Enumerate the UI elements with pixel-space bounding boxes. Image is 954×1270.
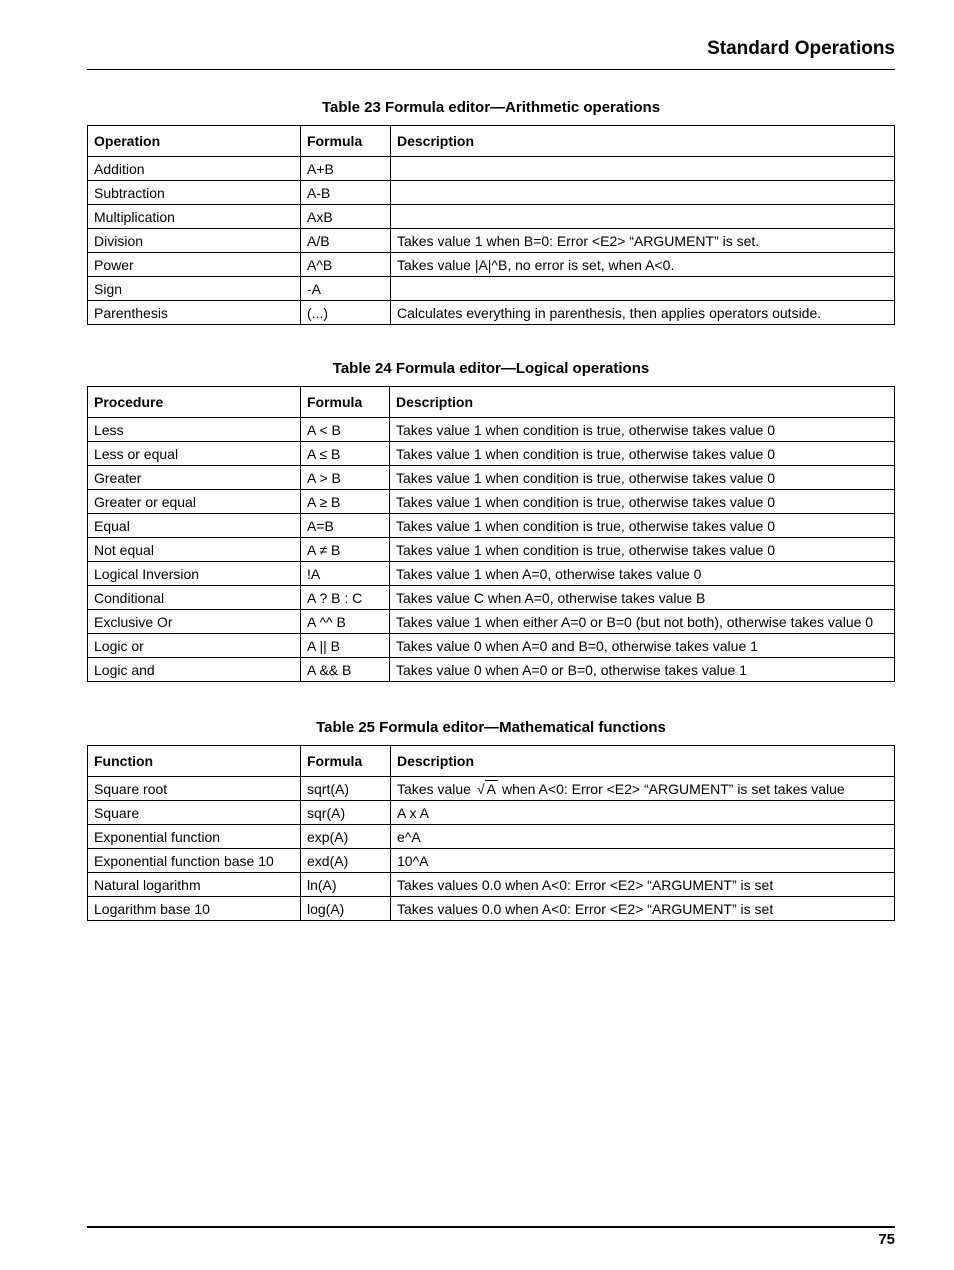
- table-cell: [391, 777, 895, 801]
- table-row: [88, 825, 895, 849]
- column-header: Formula: [301, 746, 391, 777]
- table-cell: log(A): [301, 897, 391, 921]
- logical-operations-table: [87, 386, 895, 682]
- table-cell: 10^A: [391, 849, 895, 873]
- table-row: [88, 849, 895, 873]
- table-row: [88, 777, 895, 801]
- table-row: [88, 538, 895, 562]
- table-row: [88, 205, 895, 229]
- table-cell: sqr(A): [301, 801, 391, 825]
- column-header: Operation: [88, 126, 301, 157]
- table-cell: Square root: [88, 777, 301, 801]
- table-row: [88, 301, 895, 325]
- table-cell: Logic or: [88, 634, 301, 658]
- table-row: [88, 490, 895, 514]
- table-cell: A ^^ B: [301, 610, 390, 634]
- table-cell: [391, 181, 895, 205]
- table-cell: A && B: [301, 658, 390, 682]
- page-header: [87, 0, 895, 70]
- table-body: [88, 418, 895, 682]
- table-cell: A+B: [301, 157, 391, 181]
- table-cell: A > B: [301, 466, 390, 490]
- table-cell: Square: [88, 801, 301, 825]
- table-cell: Power: [88, 253, 301, 277]
- table-cell: Takes value 1 when A=0, otherwise takes value 0: [390, 562, 895, 586]
- table-row: [88, 442, 895, 466]
- page-section-title: Standard Operations: [707, 38, 895, 59]
- table-row: [88, 562, 895, 586]
- description-text: Takes value: [397, 780, 471, 797]
- table-cell: Takes value 1 when condition is true, otherwise takes value 0: [390, 490, 895, 514]
- table-body: [88, 777, 895, 921]
- table-cell: Takes value |A|^B, no error is set, when A<0.: [391, 253, 895, 277]
- table-row: [88, 157, 895, 181]
- table-cell: [391, 157, 895, 181]
- table-cell: Conditional: [88, 586, 301, 610]
- table-cell: -A: [301, 277, 391, 301]
- table-cell: A ≥ B: [301, 490, 390, 514]
- table-row: [88, 466, 895, 490]
- table-cell: A=B: [301, 514, 390, 538]
- table-cell: Logical Inversion: [88, 562, 301, 586]
- table-row: [88, 229, 895, 253]
- column-header: Function: [88, 746, 301, 777]
- column-header: Formula: [301, 387, 390, 418]
- page-footer: [87, 1226, 895, 1248]
- table-cell: exd(A): [301, 849, 391, 873]
- table-cell: Addition: [88, 157, 301, 181]
- table-body: [88, 157, 895, 325]
- table-cell: Parenthesis: [88, 301, 301, 325]
- table-cell: Calculates everything in parenthesis, then applies operators outside.: [391, 301, 895, 325]
- square-root-symbol: √ A: [476, 780, 496, 797]
- table-cell: Takes value 0 when A=0 or B=0, otherwise takes value 1: [390, 658, 895, 682]
- table-cell: Exponential function base 10: [88, 849, 301, 873]
- table-cell: Takes values 0.0 when A<0: Error <E2> “ARGUMENT” is set: [391, 897, 895, 921]
- table-row: [88, 253, 895, 277]
- table-cell: Takes value 1 when either A=0 or B=0 (but not both), otherwise takes value 0: [390, 610, 895, 634]
- table-cell: Takes value 1 when B=0: Error <E2> “ARGUMENT” is set.: [391, 229, 895, 253]
- table-cell: Less: [88, 418, 301, 442]
- column-header: Procedure: [88, 387, 301, 418]
- table-row: [88, 181, 895, 205]
- table-cell: Not equal: [88, 538, 301, 562]
- table-cell: Takes value C when A=0, otherwise takes value B: [390, 586, 895, 610]
- table-cell: A ≤ B: [301, 442, 390, 466]
- table-header-row: [88, 387, 895, 418]
- table-cell: Takes value 1 when condition is true, otherwise takes value 0: [390, 418, 895, 442]
- table-cell: Sign: [88, 277, 301, 301]
- table-header-row: [88, 746, 895, 777]
- mathematical-functions-table: [87, 745, 895, 921]
- page-number: 75: [878, 1231, 895, 1248]
- table-row: [88, 873, 895, 897]
- arithmetic-operations-table: [87, 125, 895, 325]
- table-cell: Division: [88, 229, 301, 253]
- column-header: Formula: [301, 126, 391, 157]
- column-header: Description: [391, 746, 895, 777]
- table-cell: A || B: [301, 634, 390, 658]
- table-cell: Exponential function: [88, 825, 301, 849]
- table-cell: e^A: [391, 825, 895, 849]
- table-cell: A/B: [301, 229, 391, 253]
- table-cell: A^B: [301, 253, 391, 277]
- table-row: [88, 514, 895, 538]
- table-cell: !A: [301, 562, 390, 586]
- table-cell: Exclusive Or: [88, 610, 301, 634]
- table-cell: Logic and: [88, 658, 301, 682]
- table-row: [88, 277, 895, 301]
- table-cell: Less or equal: [88, 442, 301, 466]
- table-cell: Takes value 0 when A=0 and B=0, otherwise takes value 1: [390, 634, 895, 658]
- table-header-row: [88, 126, 895, 157]
- description-text: when A<0: Error <E2> “ARGUMENT” is set takes value: [501, 780, 845, 797]
- table-cell: AxB: [301, 205, 391, 229]
- table-23-caption: Table 23 Formula editor—Arithmetic operations: [321, 99, 661, 116]
- table-cell: Multiplication: [88, 205, 301, 229]
- table-cell: A < B: [301, 418, 390, 442]
- table-cell: A x A: [391, 801, 895, 825]
- table-row: [88, 634, 895, 658]
- table-cell: Takes value 1 when condition is true, otherwise takes value 0: [390, 466, 895, 490]
- table-cell: Natural logarithm: [88, 873, 301, 897]
- table-cell: [391, 277, 895, 301]
- table-cell: Logarithm base 10: [88, 897, 301, 921]
- table-cell: Equal: [88, 514, 301, 538]
- table-cell: [391, 205, 895, 229]
- table-cell: Takes values 0.0 when A<0: Error <E2> “ARGUMENT” is set: [391, 873, 895, 897]
- table-cell: A ≠ B: [301, 538, 390, 562]
- table-cell: Takes value 1 when condition is true, otherwise takes value 0: [390, 442, 895, 466]
- table-cell: A ? B : C: [301, 586, 390, 610]
- table-cell: exp(A): [301, 825, 391, 849]
- table-25-caption: Table 25 Formula editor—Mathematical functions: [316, 719, 666, 736]
- table-row: [88, 586, 895, 610]
- table-cell: Takes value 1 when condition is true, otherwise takes value 0: [390, 538, 895, 562]
- table-row: [88, 897, 895, 921]
- table-row: [88, 801, 895, 825]
- table-cell: sqrt(A): [301, 777, 391, 801]
- column-header: Description: [391, 126, 895, 157]
- table-cell: Subtraction: [88, 181, 301, 205]
- table-cell: ln(A): [301, 873, 391, 897]
- table-cell: Takes value 1 when condition is true, otherwise takes value 0: [390, 514, 895, 538]
- table-row: [88, 658, 895, 682]
- table-cell: (...): [301, 301, 391, 325]
- table-row: [88, 418, 895, 442]
- table-cell: Greater or equal: [88, 490, 301, 514]
- radicand-text: A: [486, 780, 496, 797]
- table-cell: A-B: [301, 181, 391, 205]
- column-header: Description: [390, 387, 895, 418]
- table-24-caption: Table 24 Formula editor—Logical operations: [332, 360, 650, 377]
- table-row: [88, 610, 895, 634]
- table-cell: Greater: [88, 466, 301, 490]
